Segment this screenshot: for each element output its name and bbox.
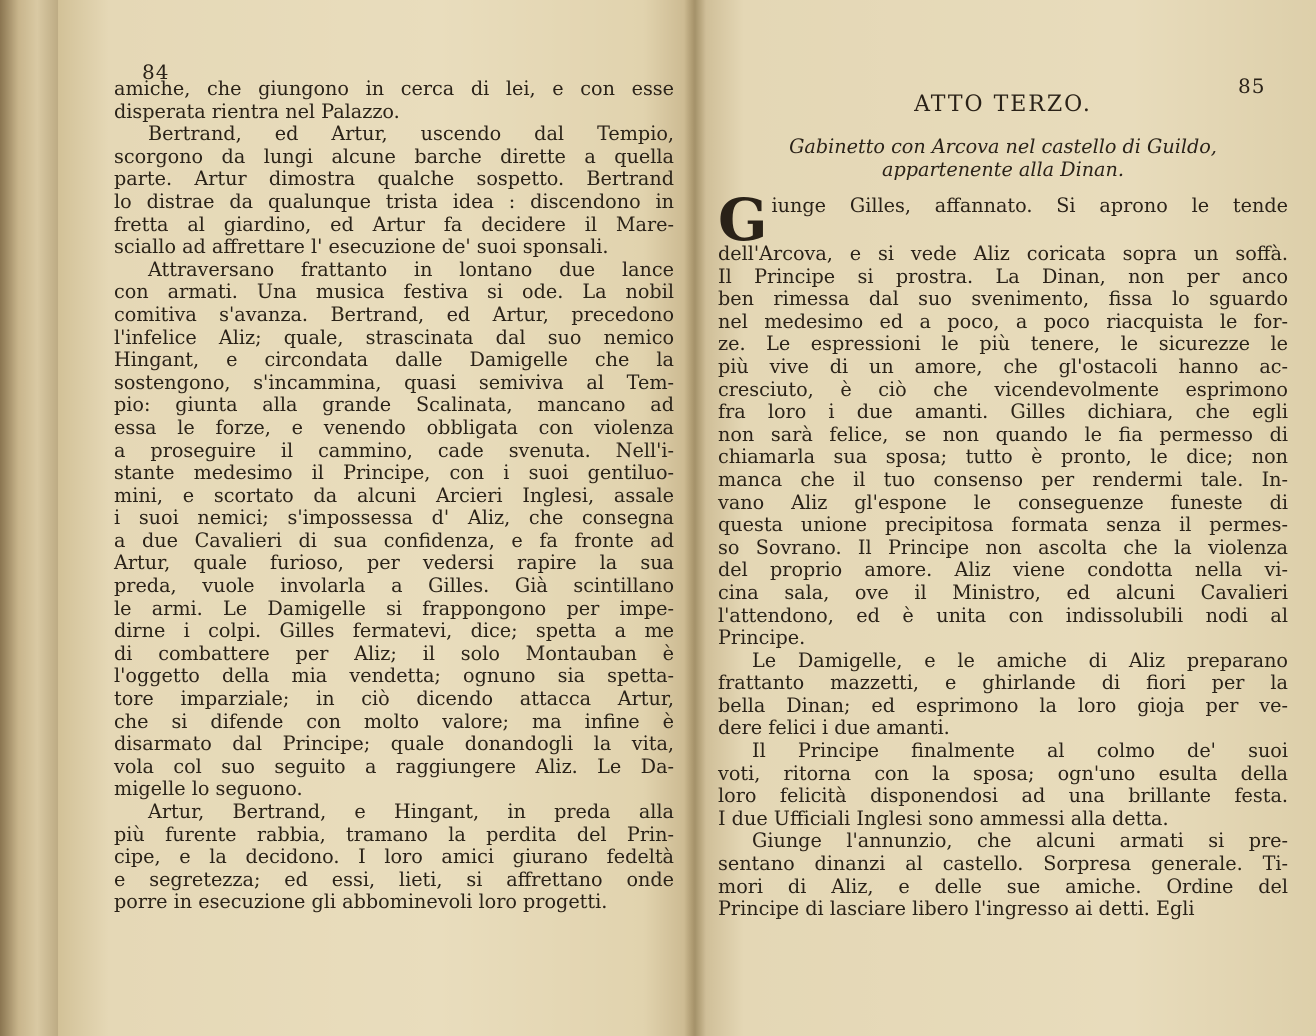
- text-line: con armati. Una musica festiva si ode. La nobil: [114, 280, 674, 304]
- text-line: ben rimessa dal suo svenimento, fissa lo sguardo: [718, 287, 1288, 311]
- text-line: essa le forze, e venendo obbligata con violenza: [114, 415, 674, 439]
- text-line: stante medesimo il Principe, con i suoi gentiluo-: [114, 461, 674, 485]
- text-line: a proseguire il cammino, cade svenuta. Nell'i-: [114, 438, 674, 462]
- text-line: questa unione precipitosa formata senza il permes-: [718, 513, 1288, 537]
- left-page-number: 84: [142, 60, 170, 84]
- text-line: sostengono, s'incammina, quasi semiviva al Tem-: [114, 370, 674, 394]
- text-line: l'attendono, ed è unita con indissolubili nodi al: [718, 603, 1288, 627]
- text-line: più vive di un amore, che gl'ostacoli hanno ac-: [718, 354, 1288, 378]
- text-line: nel medesimo ed a poco, a poco riacquista le for-: [718, 309, 1288, 333]
- book-gutter: [684, 0, 706, 1036]
- text-line: bella Dinan; ed esprimono la loro gioja per ve-: [718, 693, 1288, 717]
- text-line: Giunge l'annunzio, che alcuni armati si pre-: [752, 829, 1288, 853]
- text-line: chiamarla sua sposa; tutto è pronto, le dice; non: [718, 445, 1288, 469]
- text-line: non sarà felice, se non quando le fia permesso di: [718, 422, 1288, 446]
- text-line: vola col suo seguito a raggiungere Aliz. Le Da-: [114, 754, 674, 778]
- text-line: i suoi nemici; s'impossessa d' Aliz, che consegna: [114, 506, 674, 530]
- text-line: e segretezza; ed essi, lieti, si affrettano onde: [114, 867, 674, 891]
- text-line: fra loro i due amanti. Gilles dichiara, che egli: [718, 400, 1288, 424]
- text-line: Il Principe si prostra. La Dinan, non per anco: [718, 264, 1288, 288]
- text-line: porre in esecuzione gli abbominevoli loro progetti.: [114, 890, 608, 914]
- text-line: Hingant, e circondata dalle Damigelle che la: [114, 348, 674, 372]
- first-line-text: iunge Gilles, affannato. Si aprono le tende: [771, 194, 1288, 217]
- text-line: pio: giunta alla grande Scalinata, mancano ad: [114, 393, 674, 417]
- text-line: cina sala, ove il Ministro, ed alcuni Cavalieri: [718, 580, 1288, 604]
- page-edges: [0, 0, 62, 1036]
- text-line: a due Cavalieri di sua confidenza, e fa fronte ad: [114, 528, 674, 552]
- text-line: Artur, quale furioso, per vedersi rapire la sua: [114, 551, 674, 575]
- text-line: disperata rientra nel Palazzo.: [114, 99, 400, 123]
- right-page-text: [718, 90, 1288, 921]
- text-line: del proprio amore. Aliz viene condotta nella vi-: [718, 558, 1288, 582]
- text-line: ze. Le espressioni le più tenere, le sicurezze le: [718, 332, 1288, 356]
- text-line: parte. Artur dimostra qualche sospetto. Bertrand: [114, 167, 674, 191]
- text-line: Le Damigelle, e le amiche di Aliz preparano: [752, 648, 1288, 672]
- text-line: mini, e scortato da alcuni Arcieri Inglesi, assale: [114, 483, 674, 507]
- scene-line-1: Gabinetto con Arcova nel castello di Guildo,: [789, 135, 1217, 158]
- text-line: sentano dinanzi al castello. Sorpresa generale. Ti-: [718, 852, 1288, 876]
- text-line: fretta al giardino, ed Artur fa decidere il Mare-: [114, 212, 674, 236]
- text-line: Attraversano frattanto in lontano due lance: [148, 257, 674, 281]
- text-line: Artur, Bertrand, e Hingant, in preda alla: [148, 800, 674, 823]
- text-line: amiche, che giungono in cerca di lei, e con esse: [114, 77, 674, 100]
- left-page: [58, 0, 694, 1036]
- text-line: sciallo ad affrettare l' esecuzione de' suoi sponsali.: [114, 235, 609, 259]
- right-lines: [718, 218, 1288, 921]
- text-line: Principe di lasciare libero l'ingresso ai detti. Egli: [718, 897, 1195, 921]
- text-line: tore imparziale; in ciò dicendo attacca Artur,: [114, 687, 674, 711]
- text-line: voti, ritorna con la sposa; ogn'uno esulta della: [718, 761, 1288, 785]
- drop-cap: G: [718, 186, 768, 254]
- text-line: I due Ufficiali Inglesi sono ammessi alla detta.: [718, 806, 1169, 830]
- text-line: disarmato dal Principe; quale donandogli la vita,: [114, 732, 674, 756]
- text-line: Principe.: [718, 626, 806, 650]
- text-line: le armi. Le Damigelle si frappongono per impe-: [114, 596, 674, 620]
- text-line: l'infelice Aliz; quale, strascinata dal suo nemico: [114, 325, 674, 349]
- text-line: lo distrae da qualunque trista idea : discendono in: [114, 189, 674, 213]
- right-page: [694, 0, 1316, 1036]
- text-line: so Sovrano. Il Principe non ascolta che la violenza: [718, 535, 1288, 559]
- left-page-text: [114, 78, 674, 914]
- text-line: scorgono da lungi alcune barche dirette a quella: [114, 144, 674, 168]
- text-line: di combattere per Aliz; il solo Montauban è: [114, 641, 674, 665]
- text-line: cipe, e la decidono. I loro amici giurano fedeltà: [114, 845, 674, 869]
- text-line: dell'Arcova, e si vede Aliz coricata sopra un soffà.: [718, 242, 1288, 265]
- text-line: frattanto mazzetti, e ghirlande di fiori per la: [718, 671, 1288, 695]
- text-line: migelle lo seguono.: [114, 777, 303, 801]
- text-line: mori di Aliz, e delle sue amiche. Ordine del: [718, 874, 1288, 898]
- text-line: l'oggetto della mia vendetta; ognuno sia spetta-: [114, 664, 674, 688]
- text-line: che si difende con molto valore; ma infine è: [114, 709, 674, 733]
- text-line: manca che il tuo consenso per rendermi tale. In-: [718, 467, 1288, 491]
- scene-line-2: appartenente alla Dinan.: [882, 158, 1124, 181]
- text-line: comitiva s'avanza. Bertrand, ed Artur, precedono: [114, 302, 674, 326]
- act-heading: ATTO TERZO.: [914, 92, 1092, 117]
- text-line: Bertrand, ed Artur, uscendo dal Tempio,: [148, 122, 674, 146]
- text-line: più furente rabbia, tramano la perdita del Prin-: [114, 822, 674, 846]
- text-line: loro felicità disponendosi ad una brillante festa.: [718, 784, 1288, 808]
- text-line: Il Principe finalmente al colmo de' suoi: [752, 739, 1288, 763]
- scene-description: [718, 135, 1288, 181]
- right-page-number: 85: [1238, 74, 1266, 98]
- text-line: vano Aliz gl'espone le conseguenze funeste di: [718, 490, 1288, 514]
- text-line: preda, vuole involarla a Gilles. Già scintillano: [114, 574, 674, 598]
- text-line: dirne i colpi. Gilles fermatevi, dice; spetta a me: [114, 619, 674, 643]
- text-line: cresciuto, è ciò che vicendevolmente esprimono: [718, 377, 1288, 401]
- text-line: dere felici i due amanti.: [718, 716, 950, 740]
